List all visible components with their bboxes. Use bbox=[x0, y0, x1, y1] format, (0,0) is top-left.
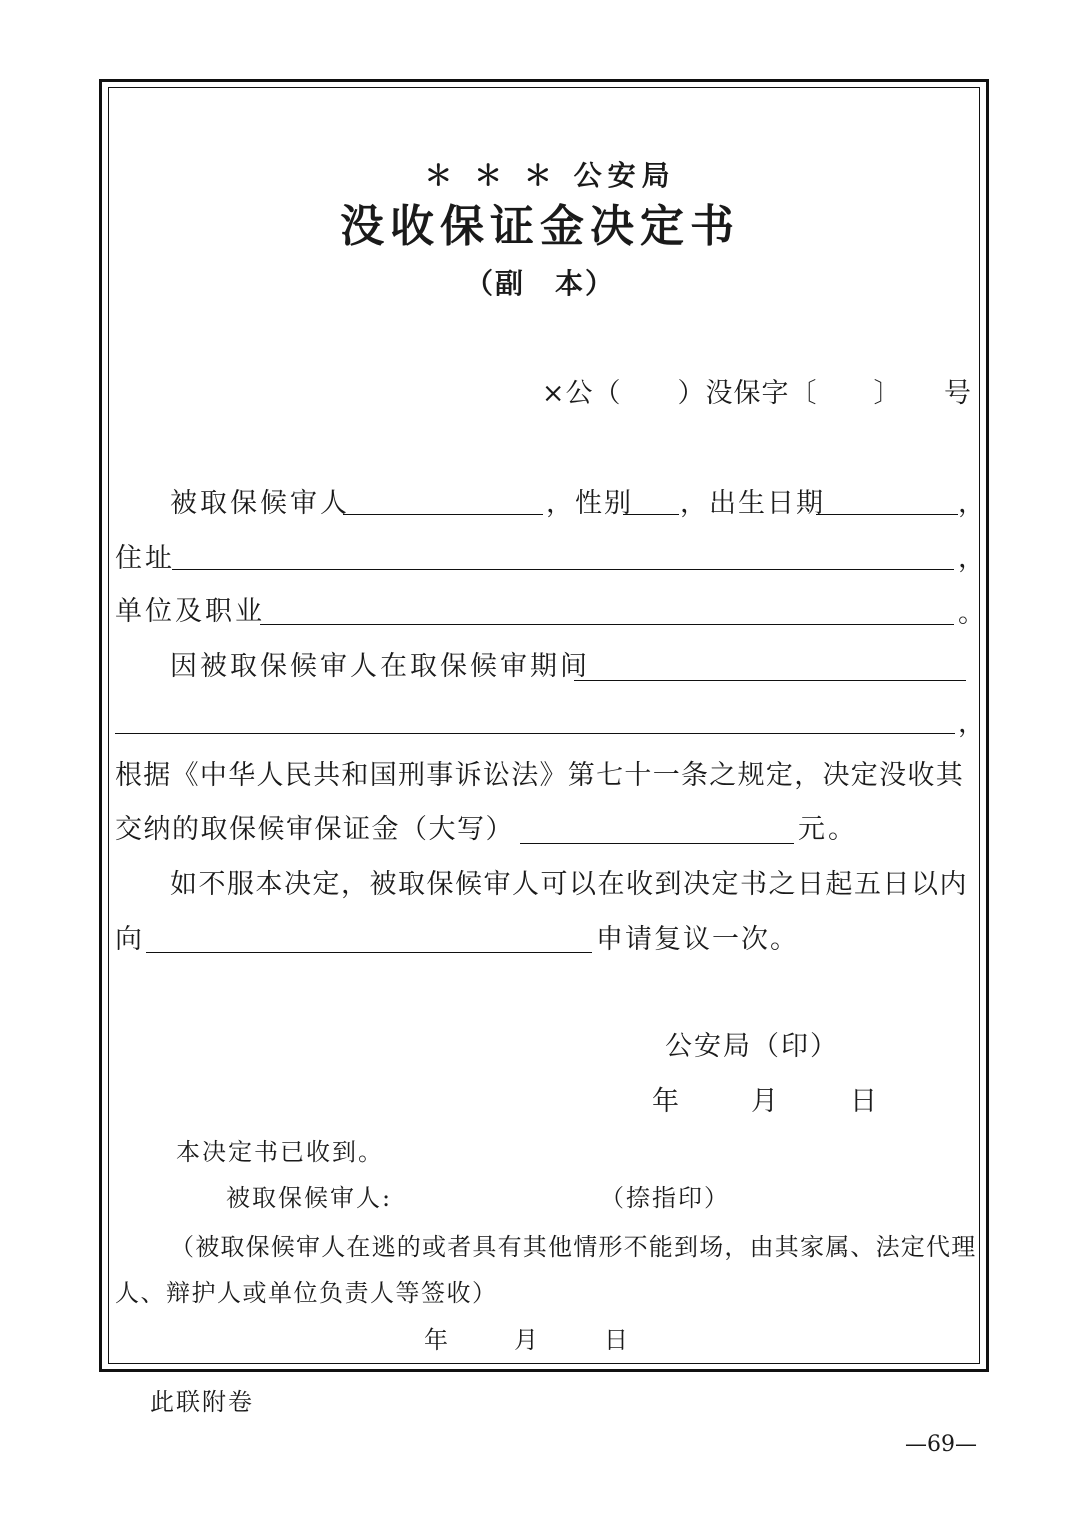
line1-end: ， bbox=[958, 488, 988, 519]
document-number: ×公（ ）没保字〔 〕 号 bbox=[541, 378, 972, 409]
address-blank[interactable] bbox=[172, 569, 954, 570]
person-name-blank[interactable] bbox=[343, 514, 543, 515]
employer-blank[interactable] bbox=[260, 624, 954, 625]
amount-end: 元。 bbox=[798, 814, 858, 845]
violation-end: ， bbox=[958, 708, 988, 739]
person-label: 被取保候审人 bbox=[170, 488, 350, 519]
copy-label: （副 本） bbox=[464, 267, 615, 300]
page-number: —69— bbox=[905, 1432, 977, 1457]
fingerprint-label: （捺指印） bbox=[600, 1184, 730, 1212]
appeal-end: 申请复议一次。 bbox=[596, 924, 799, 955]
agency-name: ＊ ＊ ＊ 公安局 bbox=[424, 159, 676, 192]
seal-line: 公安局（印） bbox=[665, 1031, 839, 1062]
amount-label: 交纳的取保候审保证金（大写） bbox=[115, 814, 514, 845]
document-title: 没收保证金决定书 bbox=[340, 201, 740, 252]
receipt-note-1: （被取保候审人在逃的或者具有其他情形不能到场，由其家属、法定代理 bbox=[170, 1233, 977, 1261]
received-text: 本决定书已收到。 bbox=[176, 1138, 384, 1166]
violation-label: 因被取保候审人在取保候审期间 bbox=[170, 651, 590, 682]
receipt-date: 年 月 日 bbox=[424, 1326, 634, 1354]
address-end: ， bbox=[958, 543, 988, 574]
appeal-lead: 向 bbox=[115, 924, 145, 955]
receipt-note-2: 人、辩护人或单位负责人等签收） bbox=[115, 1279, 498, 1307]
employer-end: 。 bbox=[958, 598, 988, 629]
signature-date: 年 月 日 bbox=[652, 1086, 883, 1117]
birth-date-label: ，出生日期 bbox=[680, 488, 825, 519]
gender-blank[interactable] bbox=[623, 514, 679, 515]
employer-label: 单位及职业 bbox=[115, 596, 265, 627]
receiver-label: 被取保候审人: bbox=[226, 1184, 393, 1212]
birth-date-blank[interactable] bbox=[816, 514, 958, 515]
violation-blank-1[interactable] bbox=[574, 680, 966, 681]
archive-note: 此联附卷 bbox=[150, 1388, 254, 1416]
appeal-text: 如不服本决定，被取保候审人可以在收到决定书之日起五日以内 bbox=[170, 869, 968, 900]
violation-blank-2[interactable] bbox=[115, 733, 955, 734]
appeal-authority-blank[interactable] bbox=[146, 952, 592, 953]
address-label: 住址 bbox=[115, 543, 175, 574]
gender-label: ，性别 bbox=[546, 488, 633, 519]
legal-basis-text: 根据《中华人民共和国刑事诉讼法》第七十一条之规定，决定没收其 bbox=[115, 760, 964, 791]
amount-blank[interactable] bbox=[520, 843, 794, 844]
